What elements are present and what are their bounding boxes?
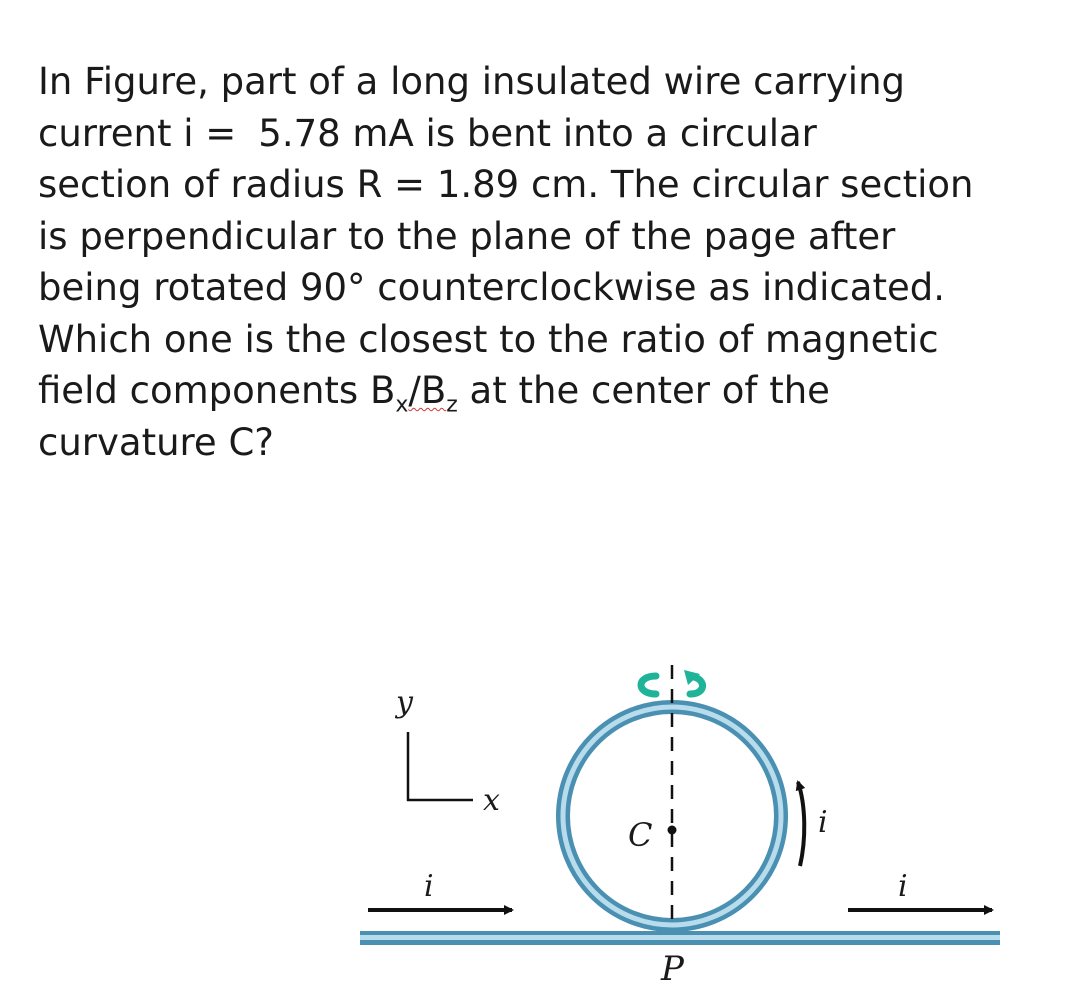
center-dot: [668, 826, 677, 835]
current-label-right: i: [898, 869, 908, 904]
question-line-7c: at the center of the: [457, 369, 830, 412]
question-line-3: section of radius R = 1.89 cm. The circular section: [38, 163, 974, 206]
question-line-6: Which one is the closest to the ratio of magnetic: [38, 317, 939, 361]
subscript-z: z: [446, 392, 458, 418]
center-label: C: [628, 816, 653, 854]
straight-wire: [360, 931, 1000, 945]
axes: [394, 685, 500, 818]
point-label: P: [661, 949, 684, 989]
wire-highlight: [360, 935, 1000, 940]
subscript-x: x: [395, 392, 409, 418]
current-label-left: i: [424, 869, 434, 904]
current-arrow-loop: [798, 782, 804, 866]
x-axis-label: x: [483, 783, 500, 818]
question-line-2a: current i =: [38, 111, 237, 155]
y-axis-label: y: [396, 685, 413, 720]
question-line-8: curvature C?: [38, 420, 274, 464]
question-line-1: In Figure, part of a long insulated wire carrying: [38, 60, 906, 103]
current-label-loop: i: [818, 805, 828, 840]
question-line-7b: /B: [408, 369, 447, 412]
question-line-4: is perpendicular to the plane of the page after: [38, 214, 896, 258]
question-line-2b: 5.78 mA is bent into a circular: [258, 111, 817, 155]
question-line-7a: field components B: [38, 369, 396, 412]
question-line-5: being rotated 90° counterclockwise as indicated.: [38, 266, 945, 309]
